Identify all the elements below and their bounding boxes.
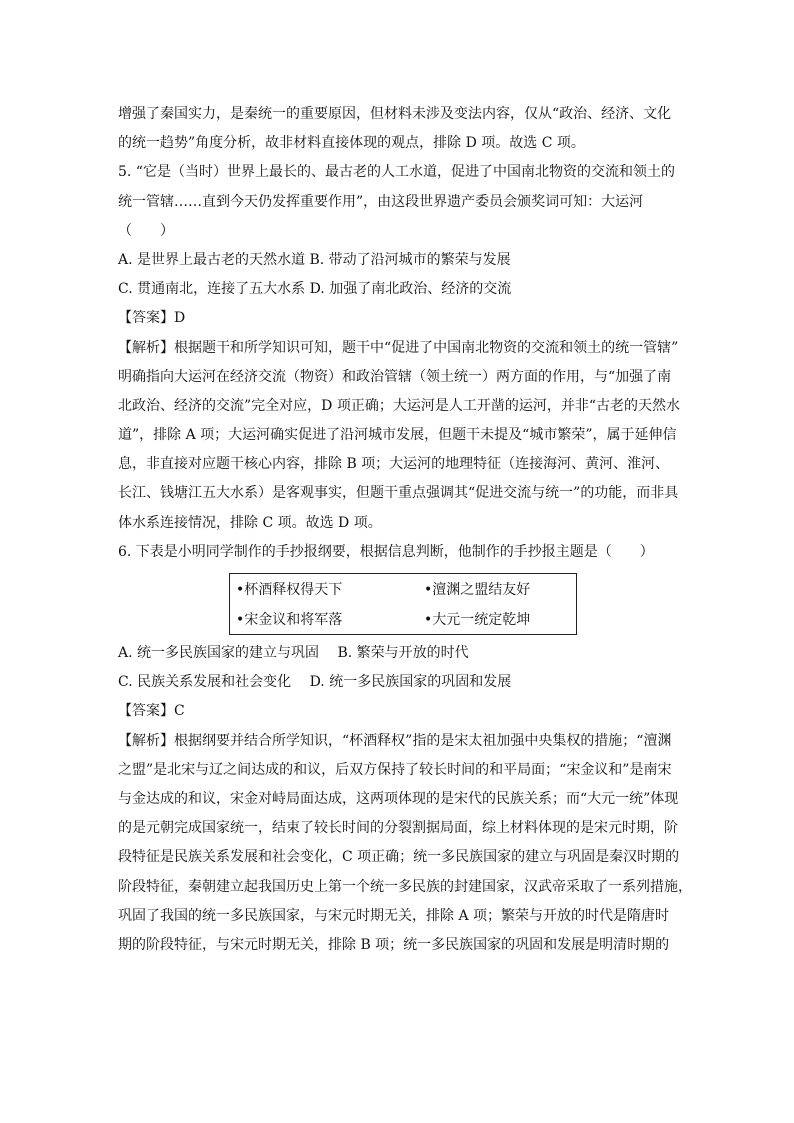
prev-analysis-line: 增强了秦国实力，是秦统一的重要原因，但材料未涉及变法内容，仅从“政治、经济、文化 — [118, 106, 672, 122]
table-cell: •宋金议和将军落 — [236, 612, 343, 628]
q5-analysis-line: 【解析】根据题干和所学知识可知，题干中“促进了中国南北物资的交流和领土的统一管辖” — [118, 339, 679, 356]
q5-analysis-line: 道”，排除 A 项；大运河确实促进了沿河城市发展，但题干未提及“城市繁荣”，属于延伸信 — [118, 427, 677, 444]
q5-option-line: A. 是世界上最古老的天然水道 B. 带动了沿河城市的繁荣与发展 — [118, 251, 511, 268]
q6-analysis-line: 巩固了我国的统一多民族国家，与宋元时期无关，排除 A 项；繁荣与开放的时代是隋唐时 — [118, 907, 670, 924]
q6-answer: 【答案】C — [118, 703, 185, 720]
q5-analysis-line: 体水系连接情况，排除 C 项。故选 D 项。 — [118, 514, 382, 531]
q6-analysis-line: 的是元朝完成国家统一，结束了较长时间的分裂割据局面，综上材料体现的是宋元时期，阶 — [118, 820, 678, 837]
q5-option-line: C. 贯通南北，连接了五大水系 D. 加强了南北政治、经济的交流 — [118, 281, 512, 298]
q5-analysis-line: 长江、钱塘江五大水系）是客观事实，但题干重点强调其“促进交流与统一”的功能，而非具 — [118, 485, 679, 502]
q6-analysis-line: 期的阶段特征，与宋元时期无关，排除 B 项；统一多民族国家的巩固和发展是明清时期的 — [118, 936, 670, 953]
document-page — [118, 100, 692, 960]
q5-answer: 【答案】D — [118, 310, 186, 327]
table-row — [230, 604, 577, 635]
table-row — [230, 574, 577, 605]
q5-stem-line: 5. “它是（当时）世界上最长的、最古老的人工水道，促进了中国南北物资的交流和领土的 — [118, 164, 675, 181]
q6-analysis-line: 与金达成的和议，宋金对峙局面达成，这两项体现的是宋代的民族关系；而“大元一统”体现 — [118, 790, 679, 807]
table-cell: •杯酒释权得天下 — [236, 582, 343, 598]
q5-analysis-line: 北政治、经济的交流”完全对应，D 项正确；大运河是人工开凿的运河，并非“古老的天然水 — [118, 397, 680, 414]
q5-analysis-line: 息，非直接对应题干核心内容，排除 B 项；大运河的地理特征（连接海河、黄河、淮河、 — [118, 456, 670, 473]
q5-stem-line: 统一管辖……直到今天仍发挥重要作用”，由这段世界遗产委员会颁奖词可知：大运河 — [118, 193, 644, 210]
prev-analysis-line: 的统一趋势”角度分析，故非材料直接体现的观点，排除 D 项。故选 C 项。 — [118, 135, 585, 152]
q6-analysis-line: 阶段特征，秦朝建立起我国历史上第一个统一多民族的封建国家，汉武帝采取了一系列措施， — [118, 878, 692, 895]
q6-analysis-line: 段特征是民族关系发展和社会变化，C 项正确；统一多民族国家的建立与巩固是秦汉时期的 — [118, 849, 680, 866]
table-cell: •大元一统定乾坤 — [424, 612, 531, 628]
table-cell: •澶渊之盟结友好 — [424, 582, 531, 598]
q6-option-line: C. 民族关系发展和社会变化 D. 统一多民族国家的巩固和发展 — [118, 674, 512, 691]
q5-answer-bracket: （ ） — [118, 222, 174, 239]
q6-analysis-line: 【解析】根据纲要并结合所学知识，“杯酒释权”指的是宋太祖加强中央集权的措施；“澶渊 — [118, 732, 672, 749]
q6-analysis-line: 之盟”是北宋与辽之间达成的和议，后双方保持了较长时间的和平局面；“宋金议和”是南宋 — [118, 761, 672, 778]
q6-outline-table — [229, 573, 577, 635]
q5-analysis-line: 明确指向大运河在经济交流（物资）和政治管辖（领土统一）两方面的作用，与“加强了南 — [118, 368, 672, 385]
q6-option-line: A. 统一多民族国家的建立与巩固 B. 繁荣与开放的时代 — [118, 645, 469, 661]
q6-stem: 6. 下表是小明同学制作的手抄报纲要，根据信息判断，他制作的手抄报主题是（ ） — [118, 543, 654, 560]
